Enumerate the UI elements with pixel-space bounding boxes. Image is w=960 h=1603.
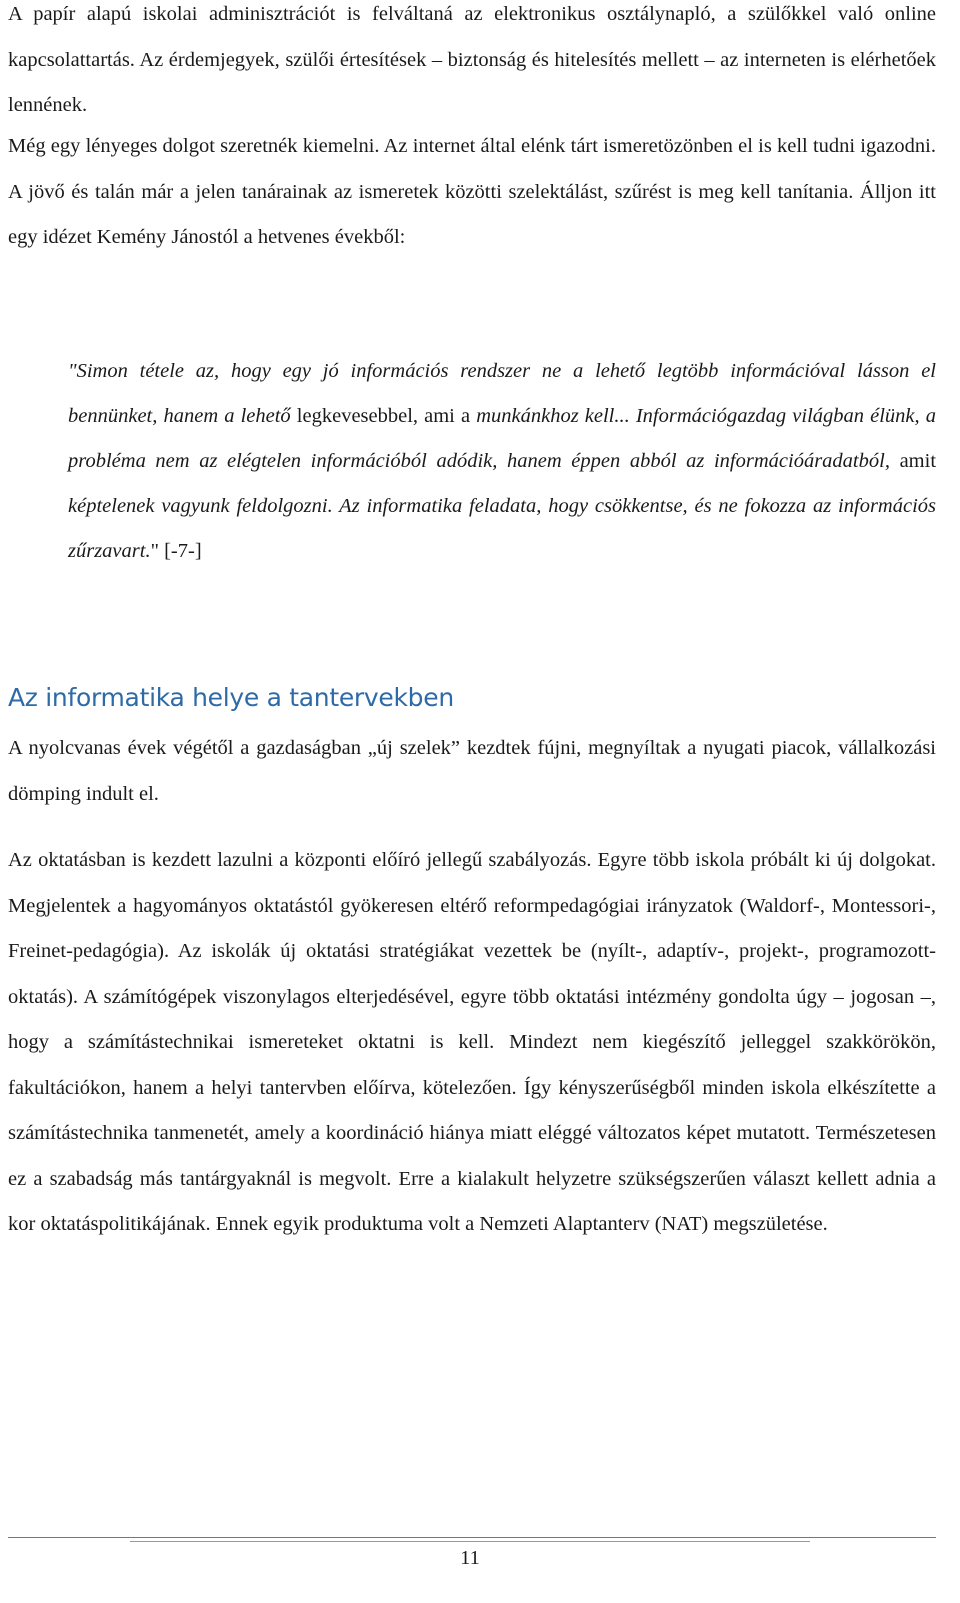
quote-italic-2: munkánkhoz kell... Információgazdag világban élünk, a probléma nem az elégtelen információból adódik, hanem éppen abból az információáradatból, <box>68 405 937 472</box>
quote-italic-3: képtelenek vagyunk feldolgozni. Az informatika feladata, hogy csökkentse, és ne fokozza az információs zűrzavart. <box>68 495 936 562</box>
paragraph-2: Még egy lényeges dolgot szeretnék kiemelni. Az internet által elénk tárt ismeretözönben el is kell tudni igazodni. A jövő és talán már a jelen tanárainak az ismeretek közötti szelektálást, szűrést is meg kell tanítania. Álljon itt egy idézet Kemény Jánostól a hetvenes évekből: <box>8 135 936 248</box>
footer-divider <box>8 1537 936 1538</box>
quote-italic-1: "Simon tétele az, hogy egy jó információs rendszer ne a lehető legtöbb információval lásson el bennünket, hanem a lehető <box>68 360 936 427</box>
paragraph-3: A nyolcvanas évek végétől a gazdaságban „új szelek” kezdtek fújni, megnyíltak a nyugati piacok, vállalkozási dömping indult el. <box>8 737 936 805</box>
section-heading: Az informatika helye a tantervekben <box>8 683 454 712</box>
quote-regular-1: legkevesebbel, ami a <box>290 405 477 427</box>
quote-regular-2: amit <box>889 450 937 472</box>
paragraph-1: A papír alapú iskolai adminisztrációt is felváltaná az elektronikus osztálynapló, a szülőkkel való online kapcsolattartás. Az érdemjegyek, szülői értesítések – biztonság és hitelesítés mellett – az interneten is elérhetőek lennének. <box>8 3 936 116</box>
quote-citation: " [-7-] <box>150 540 202 562</box>
block-quote <box>68 349 936 574</box>
page-number: 11 <box>460 1547 480 1569</box>
paragraph-4: Az oktatásban is kezdett lazulni a központi előíró jellegű szabályozás. Egyre több iskola próbált ki új dolgokat. Megjelentek a hagyományos oktatástól gyökeresen eltérő reformpedagógiai irányzatok (Waldorf-, Montessori-, Freinet-pedagógia). Az iskolák új oktatási stratégiákat vezettek be (nyílt-, adaptív-, projekt-, programozott-oktatás). A számítógépek viszonylagos elterjedésével, egyre több oktatási intézmény gondolta úgy – jogosan –, hogy a számítástechnikai ismereteket oktatni is kell. Mindezt nem kiegészítő jelleggel szakkörökön, fakultációkon, hanem a helyi tantervben előírva, kötelezően. Így kényszerűségből minden iskola elkészítette a számítástechnika tanmenetét, amely a koordináció hiánya miatt eléggé változatos képet mutatott. Természetesen ez a szabadság más tantárgyaknál is megvolt. Erre a kialakult helyzetre szükségszerűen választ kellett adnia a kor oktatáspolitikájának. Ennek egyik produktuma volt a Nemzeti Alaptanterv (NAT) megszületése. <box>8 849 936 1235</box>
